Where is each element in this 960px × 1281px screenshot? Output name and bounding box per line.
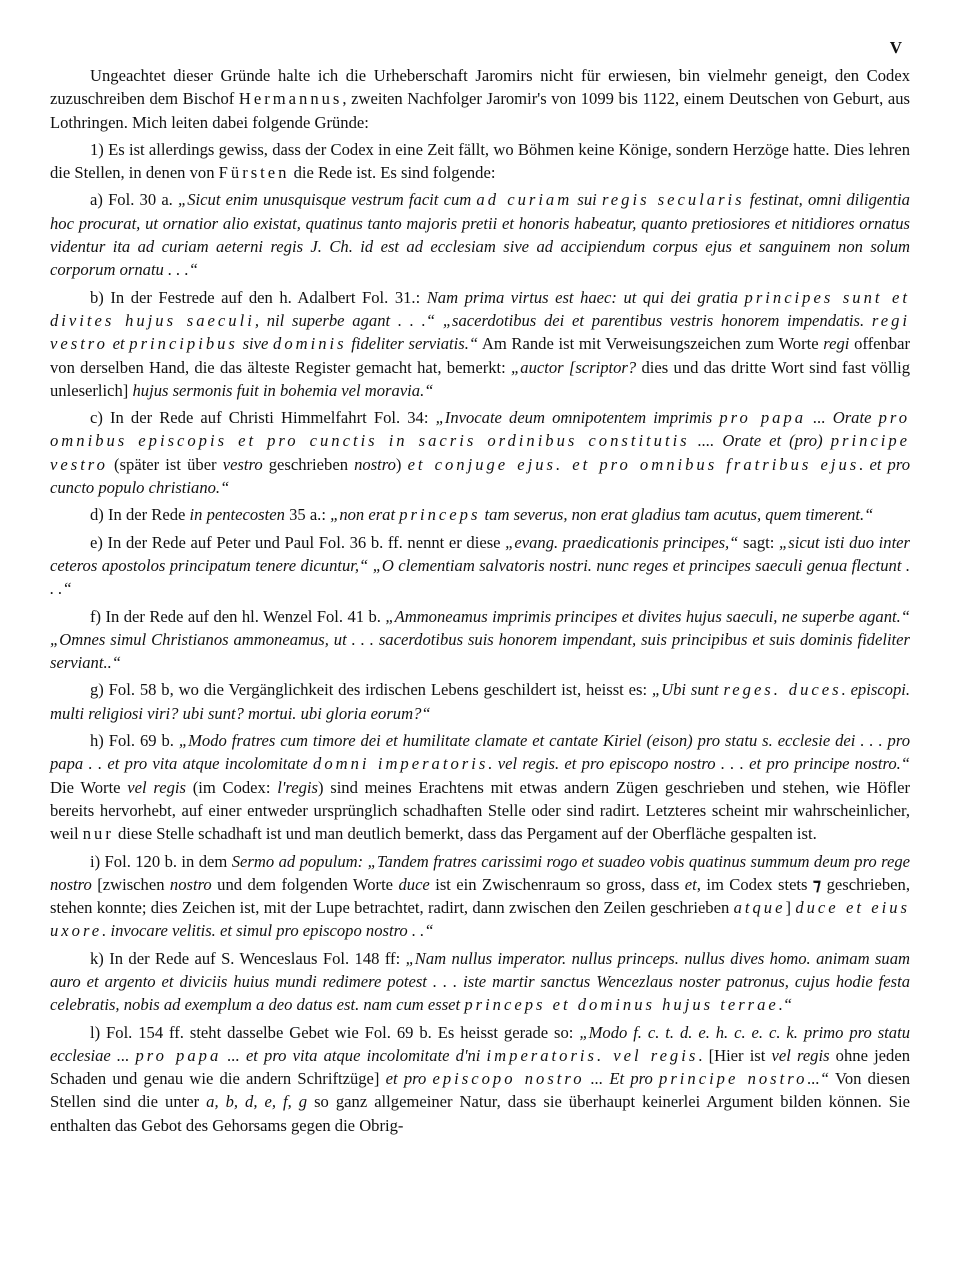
text-segment: b) In der Festrede auf den h. Adalbert Fol. 31.: [90,287,427,307]
text-segment: atque [733,898,786,918]
text-segment: sagt: [738,532,780,552]
text-segment: Fürsten [218,163,290,183]
text-segment: et [684,874,697,894]
text-segment: regis secularis [601,190,745,210]
text-segment: „Modo fratres cum timore dei et humilitate clamate et cantate Kiriel (eison) pro statu s. ecclesie dei . . . pro papa . . et pro vita atque incolomitate [50,731,910,774]
paragraph-p2 [50,138,910,185]
text-segment: (später ist über [107,454,223,474]
text-segment: principibus [129,334,238,354]
text-segment: und dem folgenden Worte [211,874,399,894]
text-segment: ) [395,454,408,474]
paragraph-g [50,678,910,725]
text-segment: ... Et pro [584,1069,660,1089]
text-segment: [zwischen [91,874,170,894]
text-segment: dies und das dritte Wort sind fast völlig unleserlich] [50,357,910,400]
text-segment: Hermannus [238,89,343,109]
text-segment: Von diesen Stellen sind die unter [50,1069,911,1112]
text-segment: regi vestro [50,310,911,354]
text-segment: l) Fol. 154 ff. steht dasselbe Gebet wie Fol. 69 b. Es heisst gerade so: [90,1022,580,1042]
paragraph-k [50,947,910,1017]
text-segment: i) Fol. 120 b. in dem [90,851,232,871]
text-segment: Nam prima virtus est haec: ut qui dei gratia [426,287,745,307]
text-segment: , zweiten Nachfolger Jaromir's von 1099 bis 1122, einem Deutschen von Geburt, aus Lothringen. Mich leiten dabei folgende Gründe: [50,89,910,132]
text-segment: h) Fol. 69 b. [90,731,179,751]
text-segment: 35 a.: [284,505,331,525]
text-segment: „Ubi sunt [651,680,724,700]
text-segment: et pro [385,1069,433,1089]
text-segment: principe vestro [50,431,911,474]
text-segment: „Nam nullus imperator. nullus princeps. nullus dives homo. animam suam auro et argento et diviciis huius mundi redimere potest . . . iste martir sanctus Wencezlaus noster patronus, cujus hodie festa celebratis, nobis ad exemplum a deo datus est. nam cum esset [50,948,910,1015]
text-segment: et [107,334,130,354]
text-segment: pro omnibus episcopis et pro cunctis in sacris ordinibus constitutis [50,408,910,451]
text-segment: .... Orate et (pro) [689,431,831,451]
text-segment: .“ [778,995,793,1015]
text-segment: ... Orate [806,408,879,428]
text-segment: „sicut isti duo inter ceteros apostolos principatum tenere dicuntur,“ „O clementiam salvatoris nostri. nunc reges et principes saeculi genua flectunt . . .“ [50,532,911,599]
text-segment: . vel regis. et pro episcopo nostro . . . et pro principe nostro.“ [488,754,910,774]
text-segment: festinat, omni diligentia hoc procurat, ut ornatior alio existat, quatinus tanto majoris pretii et honoris habeatur, quanto pretiosiores et nitidiores ornatus videntur ita ad curiam aeterni regis J. Ch. id est ad ecclesiam sive ad accipiendum corpus ejus et sanguinem non solum corporum ornatu . . .“ [50,190,910,280]
text-segment: et conjuge ejus. et pro omnibus fratribus ejus [407,454,860,474]
paragraph-a [50,188,910,281]
text-segment: sui [572,190,602,210]
text-segment: , im Codex stets [696,874,813,894]
text-segment: l'regis [277,777,318,797]
text-segment: nur [82,824,114,844]
text-segment: in pentecosten [189,505,285,525]
text-segment: geschrieben, stehen konnte; dies Zeichen ist, mit der Lupe betrachtet, radirt, dann zwischen den Zeilen geschrieben [50,874,910,918]
text-segment: die Rede ist. Es sind folgende: [289,163,496,183]
paragraph-i [50,850,910,943]
text-segment: ) sind meines Erachtens mit etwas andern Zügen geschrieben und stehen, wie Höfler bereits hervorhebt, auf einer entweder ursprünglich schadhaften Stelle oder sind radirt. Letzteres scheint mir wahrscheinlicher, weil [50,777,910,844]
text-segment: f) In der Rede auf den hl. Wenzel Fol. 41 b. [90,606,386,626]
text-segment: c) In der Rede auf Christi Himmelfahrt Fol. 34: [90,408,436,428]
text-segment: princeps [399,505,481,525]
text-segment: „auctor [scriptor? [511,357,637,377]
text-segment: principes sunt et divites hujus saeculi [50,287,910,330]
text-segment: vestro [222,454,263,474]
text-segment: k) In der Rede auf S. Wenceslaus Fol. 148 ff: [90,948,406,968]
text-segment: 1) Es ist allerdings gewiss, dass der Codex in eine Zeit fällt, wo Böhmen keine Könige, sondern Herzöge hatte. Dies lehren die Stellen, in denen von [50,139,910,183]
text-segment: Sermo ad populum: „Tandem fratres carissimi rogo et suadeo vobis quatinus summum deum pro rege nostro [50,851,911,894]
text-segment: vel regis [127,777,186,797]
text-segment: . invocare velitis. et simul pro episcopo nostro . .“ [102,921,434,941]
text-segment: Die Worte [50,777,128,797]
text-segment: . episcopi. multi religiosi viri? ubi sunt? mortui. ubi gloria eorum?“ [50,680,911,723]
text-segment: (im Codex: [185,777,278,797]
body-text [50,64,910,1141]
text-segment: principe nostro [659,1069,808,1089]
text-segment: sive [237,334,274,354]
text-segment: princeps et dominus hujus terrae [464,995,779,1015]
paragraph-l [50,1021,910,1137]
paragraph-b [50,286,910,402]
text-segment: pro papa [719,408,807,428]
text-segment: geschrieben [262,454,355,474]
text-segment: . et pro cuncto populo christiano.“ [50,454,910,498]
text-segment: episcopo nostro [432,1069,585,1089]
text-segment: Am Rande ist mit Verweisungszeichen zum Worte [478,334,824,354]
paragraph-h [50,729,910,845]
paragraph-e [50,531,910,601]
text-segment: d) In der Rede [90,505,190,525]
text-segment: pro papa [135,1045,222,1065]
text-segment: „Modo f. c. t. d. e. h. c. e. c. k. primo pro statu ecclesiae ... [50,1022,910,1065]
paragraph-f [50,605,910,675]
text-segment: domni imperatoris [313,754,489,774]
text-segment: g) Fol. 58 b, wo die Vergänglichkeit des irdischen Lebens geschildert ist, heisst es: [90,680,652,700]
page-number: V [889,38,902,57]
text-segment: ist ein Zwischenraum so gross, dass [429,874,685,894]
text-segment: hujus sermonis fuit in bohemia vel moravia.“ [132,380,434,400]
text-segment: ... et pro vita atque incolomitate d'ni [221,1045,487,1065]
text-segment: nostro [354,454,396,474]
text-segment: „Ammoneamus imprimis principes et divites hujus saeculi, ne superbe agant.“ „Omnes simul Christianos ammoneamus, ut . . . sacerdotibus suis honorem impendant, suis principibus et suis dominis fideliter serviant..“ [50,606,910,673]
text-segment: ohne jeden Schaden und genau wie die andern Schriftzüge] [50,1045,910,1089]
text-segment: . [Hier ist [698,1045,772,1065]
text-segment: duce et eius uxore [50,898,910,941]
text-segment: tam severus, non erat gladius tam acutus, quem timerent.“ [480,505,874,525]
text-segment: reges. duces [723,680,842,700]
text-segment: Ungeachtet dieser Gründe halte ich die Urheberschaft Jaromirs nicht für erwiesen, bin vielmehr geneigt, den Codex zuzuschreiben dem Bischof [50,66,910,109]
text-segment: offenbar von derselben Hand, die das älteste Register gemacht hat, bemerkt: [50,334,910,377]
text-segment: „Invocate deum omnipotentem imprimis [435,408,720,428]
text-segment: „evang. praedicationis principes,“ [505,532,739,552]
text-segment: duce [398,874,430,894]
paragraph-p1 [50,64,910,134]
text-segment: vel regis [771,1045,830,1065]
text-segment: e) In der Rede auf Peter und Paul Fol. 36 b. ff. nennt er diese [90,532,506,552]
text-segment: imperatoris. vel regis [486,1045,699,1065]
text-segment: regi [823,334,850,354]
text-segment: diese Stelle schadhaft ist und man deutlich bemerkt, dass das Pergament auf der Oberfläche gespalten ist. [113,824,817,844]
text-segment: „non erat [330,505,400,525]
text-segment: so ganz allgemeiner Natur, dass sie überhaupt keinerlei Argument bilden können. Sie enthalten das Gebot des Gehorsams gegen die Obrig- [50,1092,910,1135]
text-segment: ...“ [807,1069,830,1089]
text-segment: a) Fol. 30 a. [90,190,179,210]
text-segment: a, b, d, e, f, g [206,1092,308,1112]
text-segment: „Sicut enim unusquisque vestrum facit cum [178,190,477,210]
text-segment: fideliter serviatis.“ [346,334,479,354]
text-segment: ⁊ [812,874,822,894]
text-segment: nostro [169,874,212,894]
text-segment: , nil superbe agant . . .“ „sacerdotibus dei et parentibus vestris honorem impendatis. [254,310,872,330]
paragraph-c [50,406,910,499]
text-segment: dominis [273,334,347,354]
text-segment: ad curiam [476,190,573,210]
text-segment: ] [785,898,796,918]
paragraph-d [50,503,910,526]
